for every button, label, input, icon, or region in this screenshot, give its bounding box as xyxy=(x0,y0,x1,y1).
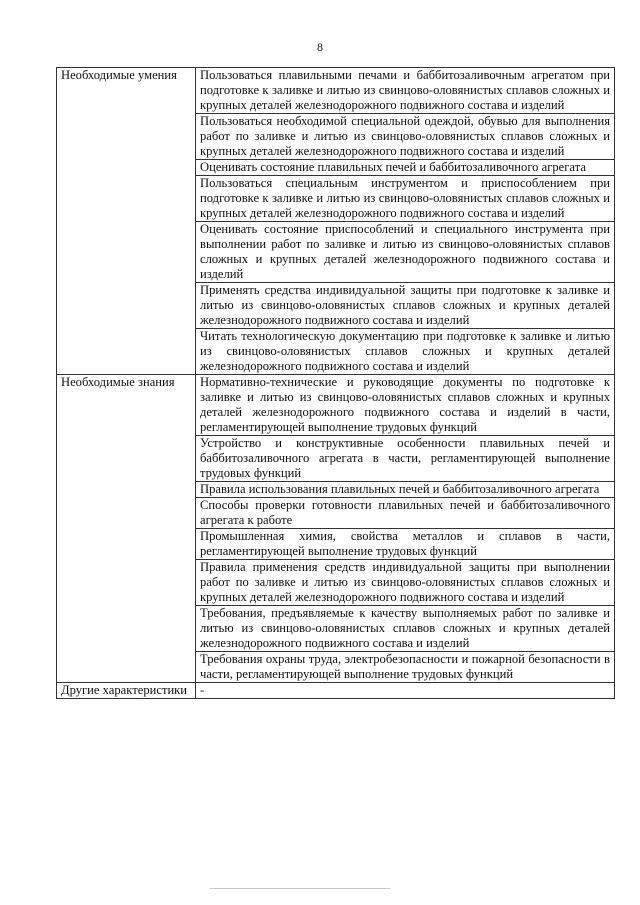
qualification-table xyxy=(56,67,615,699)
table-row xyxy=(57,68,615,114)
table-row xyxy=(57,683,615,699)
table-row xyxy=(57,375,615,436)
section-item: Пользоваться специальным инструментом и приспособлением при подготовке к заливке и литью из свинцово-оловянистых сплавов сложных и крупных деталей железнодорожного подвижного состава и изделий xyxy=(196,176,615,222)
section-item: Пользоваться необходимой специальной одеждой, обувью для выполнения работ по заливке и литью из свинцово-оловянистых сплавов сложных и крупных деталей железнодорожного подвижного состава и изделий xyxy=(196,114,615,160)
section-item: Способы проверки готовности плавильных печей и баббитозаливочного агрегата к работе xyxy=(196,498,615,529)
section-item: Требования охраны труда, электробезопасности и пожарной безопасности в части, регламентирующей выполнение трудовых функций xyxy=(196,652,615,683)
section-item: - xyxy=(196,683,615,699)
page-number: 8 xyxy=(317,40,323,54)
section-item: Пользоваться плавильными печами и баббитозаливочным агрегатом при подготовке к заливке и литью из свинцово-оловянистых сплавов сложных и крупных деталей железнодорожного подвижного состава и изделий xyxy=(196,68,615,114)
section-label: Необходимые знания xyxy=(57,375,196,683)
section-item: Применять средства индивидуальной защиты при подготовке к заливке и литью из свинцово-оловянистых сплавов сложных и крупных деталей железнодорожного подвижного состава и изделий xyxy=(196,283,615,329)
section-item: Оценивать состояние приспособлений и специального инструмента при выполнении работ по заливке и литью из свинцово-оловянистых сплавов сложных и крупных деталей железнодорожного подвижного состава и изделий xyxy=(196,222,615,283)
section-item: Устройство и конструктивные особенности плавильных печей и баббитозаливочного агрегата в части, регламентирующей выполнение трудовых функций xyxy=(196,436,615,482)
section-item: Правила использования плавильных печей и баббитозаливочного агрегата xyxy=(196,482,615,498)
section-label: Другие характеристики xyxy=(57,683,196,699)
scan-edge-line xyxy=(210,888,390,889)
section-label: Необходимые умения xyxy=(57,68,196,375)
section-item: Промышленная химия, свойства металлов и сплавов в части, регламентирующей выполнение трудовых функций xyxy=(196,529,615,560)
section-item: Нормативно-технические и руководящие документы по подготовке к заливке и литью из свинцово-оловянистых сплавов сложных и крупных деталей железнодорожного подвижного состава и изделий в части, регламентирующей выполнение трудовых функций xyxy=(196,375,615,436)
section-item: Читать технологическую документацию при подготовке к заливке и литью из свинцово-оловянистых сплавов сложных и крупных деталей железнодорожного подвижного состава и изделий xyxy=(196,329,615,375)
section-item: Требования, предъявляемые к качеству выполняемых работ по заливке и литью из свинцово-оловянистых сплавов сложных и крупных деталей железнодорожного подвижного состава и изделий xyxy=(196,606,615,652)
section-item: Правила применения средств индивидуальной защиты при выполнении работ по заливке и литью из свинцово-оловянистых сплавов сложных и крупных деталей железнодорожного подвижного состава и изделий xyxy=(196,560,615,606)
section-item: Оценивать состояние плавильных печей и баббитозаливочного агрегата xyxy=(196,160,615,176)
